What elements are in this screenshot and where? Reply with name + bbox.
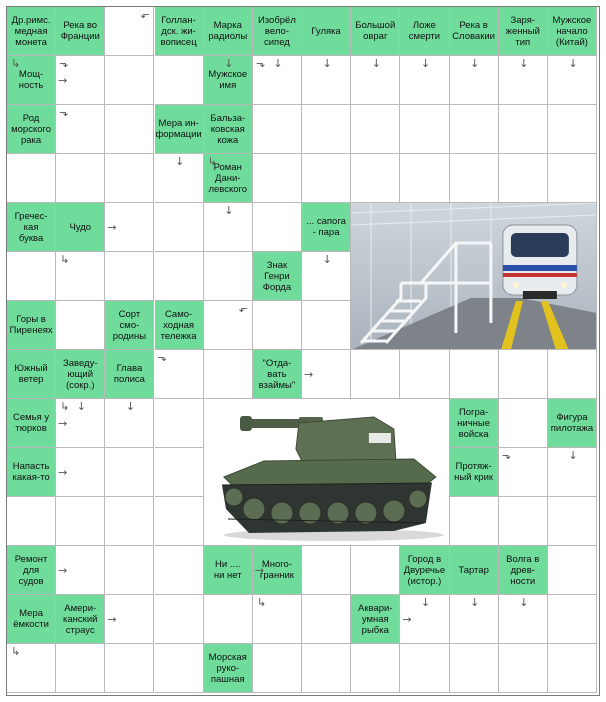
answer-cell[interactable] <box>499 154 548 203</box>
clue-arrow-icon: ↓ <box>568 57 578 70</box>
answer-cell[interactable] <box>548 105 597 154</box>
clue-cell: Мера ин- формации <box>155 105 204 154</box>
answer-cell[interactable] <box>105 546 154 595</box>
answer-cell[interactable] <box>450 105 499 154</box>
answer-cell[interactable] <box>253 644 302 693</box>
train-image <box>351 203 597 350</box>
crossword-grid <box>6 6 600 696</box>
answer-cell[interactable] <box>253 154 302 203</box>
answer-cell[interactable] <box>155 595 204 644</box>
answer-cell[interactable] <box>400 644 449 693</box>
answer-cell[interactable] <box>400 154 449 203</box>
clue-cell: Семья у тюрков <box>7 399 56 448</box>
answer-cell[interactable] <box>105 644 154 693</box>
clue-cell: Морская руко- пашная <box>204 644 253 693</box>
answer-cell[interactable] <box>155 448 204 497</box>
answer-cell[interactable] <box>302 546 351 595</box>
clue-arrow-icon: ↓ <box>76 400 86 413</box>
clue-arrow-icon: → <box>58 465 68 479</box>
answer-cell[interactable] <box>56 154 105 203</box>
answer-cell[interactable] <box>450 350 499 399</box>
clue-cell: Изобрёл вело- сипед <box>253 7 302 56</box>
clue-cell: Голлан- дск. жи- вописец <box>155 7 204 56</box>
clue-arrow-icon: ⬎ <box>501 449 511 462</box>
clue-arrow-icon: ↳ <box>60 253 70 266</box>
answer-cell[interactable] <box>351 546 400 595</box>
answer-cell[interactable] <box>105 105 154 154</box>
answer-cell[interactable] <box>548 350 597 399</box>
clue-cell: Бальза- ковская кожа <box>204 105 253 154</box>
clue-cell: Мощ- ность <box>7 56 56 105</box>
clue-arrow-icon: ↓ <box>420 596 431 609</box>
answer-cell[interactable] <box>548 497 597 546</box>
clue-arrow-icon: ⬎ <box>255 57 266 70</box>
clue-arrow-icon: ↓ <box>568 449 578 462</box>
clue-arrow-icon: → <box>58 73 68 87</box>
answer-cell[interactable] <box>7 252 56 301</box>
clue-cell: Большой овраг <box>351 7 400 56</box>
answer-cell[interactable] <box>204 350 253 399</box>
answer-cell[interactable] <box>56 644 105 693</box>
clue-cell: Город в Двуречье (истор.) <box>400 546 449 595</box>
answer-cell[interactable] <box>105 252 154 301</box>
clue-cell: Протяж- ный крик <box>450 448 499 497</box>
clue-arrow-icon: ↳ <box>207 155 217 168</box>
clue-cell: Горы в Пиренеях <box>7 301 56 350</box>
clue-cell: Ремонт для судов <box>7 546 56 595</box>
answer-cell[interactable] <box>548 644 597 693</box>
clue-arrow-icon: ↓ <box>519 57 529 70</box>
clue-cell: Река в Словакии <box>450 7 499 56</box>
clue-cell: Род морского рака <box>7 105 56 154</box>
clue-arrow-icon: ↳ <box>11 57 21 70</box>
clue-arrow-icon: ↓ <box>420 57 431 70</box>
clue-cell: Амери- канский страус <box>56 595 105 644</box>
answer-cell[interactable] <box>302 644 351 693</box>
clue-arrow-icon: → <box>402 612 412 626</box>
clue-arrow-icon: ↓ <box>224 204 234 217</box>
answer-cell[interactable] <box>155 546 204 595</box>
answer-cell[interactable] <box>302 154 351 203</box>
clue-arrow-icon: → <box>58 416 68 430</box>
clue-cell: Много- гранник <box>253 546 302 595</box>
answer-cell[interactable] <box>499 644 548 693</box>
clue-arrow-icon: ↳ <box>60 400 70 413</box>
answer-cell[interactable] <box>7 497 56 546</box>
clue-cell: Сорт смо- родины <box>105 301 154 350</box>
answer-cell[interactable] <box>155 644 204 693</box>
answer-cell[interactable] <box>400 350 449 399</box>
tank-image <box>204 399 450 546</box>
clue-cell: Мужское имя <box>204 56 253 105</box>
clue-arrow-icon: ↓ <box>470 57 480 70</box>
answer-cell[interactable] <box>400 105 449 154</box>
answer-cell[interactable] <box>155 56 204 105</box>
clue-cell: Мера ёмкости <box>7 595 56 644</box>
clue-cell: Заведу- ющий (сокр.) <box>56 350 105 399</box>
answer-cell[interactable] <box>548 595 597 644</box>
answer-cell[interactable] <box>56 497 105 546</box>
clue-cell: "Отда- вать взаймы" <box>253 350 302 399</box>
clue-cell: Ни .... ни нет <box>204 546 253 595</box>
answer-cell[interactable] <box>302 105 351 154</box>
answer-cell[interactable] <box>253 203 302 252</box>
clue-arrow-icon: ↓ <box>175 155 185 168</box>
answer-cell[interactable] <box>351 350 400 399</box>
clue-arrow-icon: → <box>58 563 68 577</box>
answer-cell[interactable] <box>253 301 302 350</box>
clue-arrow-icon: ⬐ <box>140 8 150 21</box>
answer-cell[interactable] <box>105 56 154 105</box>
clue-cell: ... сапога - пара <box>302 203 351 252</box>
clue-arrow-icon: ⬎ <box>157 351 167 364</box>
clue-arrow-icon: → <box>107 220 117 234</box>
clue-arrow-icon: ↓ <box>125 400 136 413</box>
clue-cell: Погра- ничные войска <box>450 399 499 448</box>
answer-cell[interactable] <box>204 252 253 301</box>
answer-cell[interactable] <box>499 350 548 399</box>
answer-cell[interactable] <box>351 644 400 693</box>
clue-arrow-icon: ⬐ <box>238 302 249 315</box>
clue-cell: Заря- женный тип <box>499 7 548 56</box>
clue-arrow-icon: → <box>304 367 314 381</box>
answer-cell[interactable] <box>548 546 597 595</box>
clue-cell: Др.римс. медная монета <box>7 7 56 56</box>
answer-cell[interactable] <box>105 448 154 497</box>
answer-cell[interactable] <box>155 252 204 301</box>
clue-arrow-icon: ↓ <box>224 57 234 70</box>
answer-cell[interactable] <box>499 105 548 154</box>
answer-cell[interactable] <box>105 497 154 546</box>
answer-cell[interactable] <box>450 644 499 693</box>
answer-cell[interactable] <box>450 154 499 203</box>
clue-arrow-icon: ↓ <box>371 57 381 70</box>
clue-arrow-icon: ↓ <box>470 596 480 609</box>
answer-cell[interactable] <box>302 301 351 350</box>
clue-arrow-icon: → <box>107 612 117 626</box>
clue-cell: Гречес- кая буква <box>7 203 56 252</box>
clue-arrow-icon: → <box>254 563 265 577</box>
clue-cell: Гуляка <box>302 7 351 56</box>
clue-arrow-icon: ⬎ <box>59 57 69 70</box>
clue-cell: Аквари- умная рыбка <box>351 595 400 644</box>
answer-cell[interactable] <box>499 399 548 448</box>
answer-cell[interactable] <box>499 497 548 546</box>
answer-cell[interactable] <box>253 105 302 154</box>
clue-arrow-icon: ⬎ <box>59 106 69 119</box>
answer-cell[interactable] <box>155 399 204 448</box>
answer-cell[interactable] <box>351 105 400 154</box>
clue-cell: Тартар <box>450 546 499 595</box>
clue-cell: Фигура пилотажа <box>548 399 597 448</box>
clue-arrow-icon: ↓ <box>273 57 283 70</box>
clue-arrow-icon: ↓ <box>322 57 332 70</box>
clue-cell: Напасть какая-то <box>7 448 56 497</box>
answer-cell[interactable] <box>302 595 351 644</box>
clue-cell: Роман Дани- левского <box>204 154 253 203</box>
clue-cell: Волга в древ- ности <box>499 546 548 595</box>
clue-cell: Марка радиолы <box>204 7 253 56</box>
clue-cell: Река во Франции <box>56 7 105 56</box>
clue-cell: Само- ходная тележка <box>155 301 204 350</box>
answer-cell[interactable] <box>7 154 56 203</box>
clue-cell: Ложе смерти <box>400 7 449 56</box>
clue-cell: Мужское начало (Китай) <box>548 7 597 56</box>
clue-cell: Глава полиса <box>105 350 154 399</box>
clue-cell: Чудо <box>56 203 105 252</box>
clue-arrow-icon: ↓ <box>322 253 332 266</box>
answer-cell[interactable] <box>548 154 597 203</box>
answer-cell[interactable] <box>351 154 400 203</box>
answer-cell[interactable] <box>155 497 204 546</box>
clue-cell: Знак Генри Форда <box>253 252 302 301</box>
clue-cell: Южный ветер <box>7 350 56 399</box>
clue-arrow-icon: ↳ <box>11 645 21 658</box>
answer-cell[interactable] <box>155 203 204 252</box>
clue-arrow-icon: ↓ <box>519 596 529 609</box>
answer-cell[interactable] <box>105 154 154 203</box>
answer-cell[interactable] <box>204 595 253 644</box>
answer-cell[interactable] <box>56 301 105 350</box>
answer-cell[interactable] <box>450 497 499 546</box>
clue-arrow-icon: ↳ <box>256 596 267 609</box>
